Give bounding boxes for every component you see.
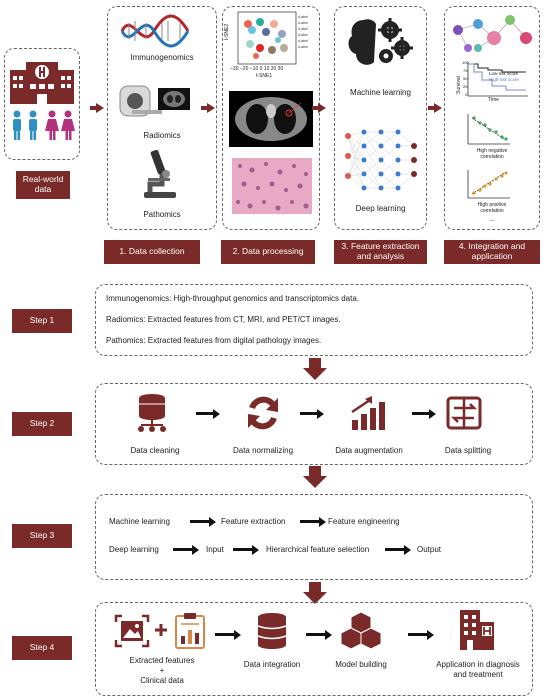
step4-item-2: Data integration bbox=[243, 660, 301, 669]
km-ytick-1: 75 bbox=[463, 68, 468, 73]
microscope-icon bbox=[140, 148, 180, 200]
image-features-icon bbox=[114, 614, 150, 648]
step1-line-1: Immunogenomics: High-throughput genomics and transcriptomics data. bbox=[106, 294, 360, 303]
arrow-s3-r1-2 bbox=[300, 520, 320, 523]
negative-correlation-label: High negative correlation bbox=[476, 148, 508, 160]
neural-network-icon bbox=[344, 126, 418, 196]
database-cleaning-icon bbox=[137, 393, 173, 433]
hospital-icon bbox=[10, 58, 74, 104]
step2-item-1: Data cleaning bbox=[130, 446, 180, 455]
normalize-icon bbox=[244, 394, 282, 432]
cubes-icon bbox=[340, 610, 382, 652]
down-arrow-1 bbox=[303, 368, 327, 380]
stage-label-2: 2. Data processing bbox=[221, 240, 315, 264]
patients-icon bbox=[10, 110, 76, 140]
arrow-s2-2 bbox=[300, 412, 318, 415]
ct-scanner-icon bbox=[118, 82, 192, 122]
km-ytick-4: 0 bbox=[465, 92, 468, 97]
svg-text:•Label: •Label bbox=[298, 39, 308, 43]
arrow-to-collection bbox=[96, 103, 104, 113]
positive-correlation-plot bbox=[466, 168, 512, 200]
step3-row2-4: Output bbox=[417, 545, 442, 554]
km-high-label: High-risk score bbox=[489, 77, 520, 82]
step2-item-4: Data splitting bbox=[444, 446, 492, 455]
step4-item-1: Extracted features + Clinical data bbox=[129, 656, 195, 685]
realworld-label: Real-world data bbox=[16, 171, 70, 199]
arrow-s3-r2-2 bbox=[233, 548, 253, 551]
database-icon bbox=[256, 612, 288, 650]
step2-item-3: Data augmentation bbox=[335, 446, 403, 455]
cell-network-image bbox=[448, 8, 536, 54]
step4-item-4: Application in diagnosis and treatment bbox=[436, 660, 520, 679]
svg-text:•Label: •Label bbox=[298, 15, 308, 19]
stage-label-3: 3. Feature extraction and analysis bbox=[334, 240, 427, 264]
clinical-report-icon bbox=[174, 612, 206, 650]
splitting-icon bbox=[446, 396, 482, 430]
stage-label-1: 1. Data collection bbox=[104, 240, 200, 264]
negative-correlation-plot bbox=[466, 112, 512, 146]
step4-item-3: Model building bbox=[335, 660, 387, 669]
svg-text:•Label: •Label bbox=[298, 33, 308, 37]
stage-label-4: 4. Integration and application bbox=[444, 240, 540, 264]
step3-row2-1: Deep learning bbox=[109, 545, 159, 554]
step2-item-2: Data normalizing bbox=[232, 446, 294, 455]
ellipsis: ... bbox=[489, 216, 495, 223]
step1-line-3: Pathomics: Extracted features from digital pathology images. bbox=[106, 336, 322, 345]
radiomics-label: Radiomics bbox=[143, 131, 181, 140]
tsne-xlabel: t-SNE1 bbox=[256, 73, 273, 79]
step3-row1-2: Feature extraction bbox=[221, 517, 286, 526]
km-ylabel: Survival bbox=[456, 76, 462, 94]
dl-label: Deep learning bbox=[355, 204, 406, 213]
arrow-to-features bbox=[318, 103, 326, 113]
km-ytick-3: 25 bbox=[463, 84, 468, 89]
arrow-s2-3 bbox=[412, 412, 430, 415]
immunogenomics-label: Immunogenomics bbox=[130, 53, 194, 62]
positive-correlation-label: High positive correlation bbox=[477, 202, 507, 214]
step4-label: Step 4 bbox=[12, 636, 72, 660]
arrow-s4-1 bbox=[215, 633, 235, 636]
km-xlabel: Time bbox=[488, 97, 499, 103]
svg-text:•Label: •Label bbox=[298, 45, 308, 49]
arrow-to-processing bbox=[207, 103, 215, 113]
step3-label: Step 3 bbox=[12, 524, 72, 548]
tsne-xticks: −30 −20 −10 0 10 20 30 bbox=[230, 66, 284, 72]
step2-label: Step 2 bbox=[12, 412, 72, 436]
arrow-s3-r1-1 bbox=[190, 520, 210, 523]
arrow-to-integration bbox=[434, 103, 442, 113]
ml-label: Machine learning bbox=[350, 88, 411, 97]
ct-scan-image bbox=[229, 91, 313, 147]
augmentation-chart-icon bbox=[350, 394, 388, 432]
arrow-s3-r2-3 bbox=[385, 548, 405, 551]
arrow-s3-r2-1 bbox=[173, 548, 193, 551]
pathomics-label: Pathomics bbox=[143, 210, 181, 219]
pathology-image bbox=[232, 158, 312, 214]
svg-text:•Label: •Label bbox=[298, 21, 308, 25]
step3-row1-1: Machine learning bbox=[109, 517, 170, 526]
km-ytick-2: 50 bbox=[463, 76, 468, 81]
brain-gears-icon bbox=[346, 14, 414, 72]
down-arrow-2 bbox=[303, 476, 327, 488]
dna-icon bbox=[120, 14, 190, 48]
step3-row2-3: Hierarchical feature selection bbox=[266, 545, 370, 554]
tsne-ylabel: t-SNE2 bbox=[224, 23, 230, 40]
step3-row2-2: Input bbox=[206, 545, 224, 554]
plus-icon bbox=[155, 624, 167, 636]
arrow-s2-1 bbox=[196, 412, 214, 415]
km-low-label: Low-risk score bbox=[489, 71, 519, 76]
arrow-s4-2 bbox=[306, 633, 326, 636]
arrow-s4-3 bbox=[408, 633, 428, 636]
km-ytick-0: 100 bbox=[462, 60, 469, 65]
step1-label: Step 1 bbox=[12, 309, 72, 333]
step1-line-2: Radiomics: Extracted features from CT, MRI, and PET/CT images. bbox=[106, 315, 341, 324]
svg-text:•Label: •Label bbox=[298, 27, 308, 31]
hospital-building-icon bbox=[456, 608, 496, 650]
step3-panel bbox=[95, 494, 533, 580]
step3-row1-3: Feature engineering bbox=[328, 517, 400, 526]
